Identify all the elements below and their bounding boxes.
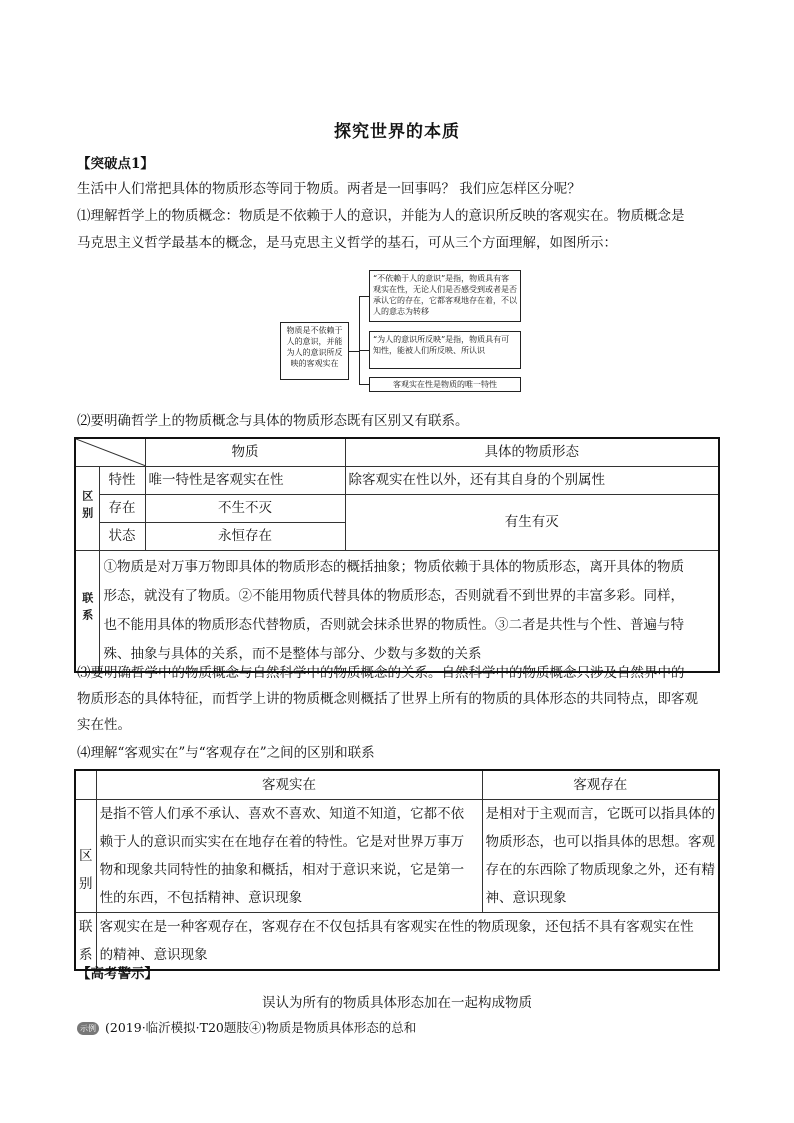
diagram-connector bbox=[359, 296, 369, 297]
point2-text: ⑵要明确哲学上的物质概念与具体的物质形态既有区别又有联系。 bbox=[77, 413, 469, 429]
diagram-connector bbox=[349, 351, 359, 352]
desc-line: 存在的东西除了物质现象之外，还有精 bbox=[485, 862, 715, 878]
point1-line2: 马克思主义哲学最基本的概念，是马克思主义哲学的基石，可从三个方面理解，如图所示： bbox=[77, 235, 617, 251]
diff-label bbox=[75, 800, 96, 913]
exist-matter: 不生不灭 bbox=[145, 495, 345, 523]
exist-form: 有生有灭 bbox=[345, 495, 719, 551]
row-label-state: 状态 bbox=[99, 523, 145, 551]
diagram-connector bbox=[359, 350, 369, 351]
warning-label: 【高考警示】 bbox=[77, 966, 158, 982]
header-objective-reality: 客观实在 bbox=[96, 770, 482, 800]
link-char: 联 bbox=[79, 919, 93, 935]
example-text: (2019·临沂模拟·T20题肢④)物质是物质具体形态的总和 bbox=[105, 1020, 417, 1035]
link-content bbox=[99, 551, 719, 673]
row-label-trait: 特性 bbox=[99, 467, 145, 495]
example-badge: 示例 bbox=[77, 1022, 99, 1035]
table2-corner bbox=[75, 770, 96, 800]
diagram-box-knowability: “为人的意识所反映”是指，物质具有可知性，能被人们所反映、所认识 bbox=[369, 331, 521, 369]
diagram-left-box: 物质是不依赖于人的意识，并能为人的意识所反映的客观实在 bbox=[280, 322, 349, 380]
link-line: 的精神、意识现象 bbox=[99, 947, 208, 963]
header-matter: 物质 bbox=[145, 438, 345, 467]
reality-description bbox=[96, 800, 482, 913]
reality-vs-existence-table bbox=[74, 769, 720, 971]
diagram-connector bbox=[359, 296, 360, 385]
diagonal-line bbox=[76, 439, 146, 466]
header-concrete-form: 具体的物质形态 bbox=[345, 438, 719, 467]
diff-char: 区 bbox=[79, 848, 93, 864]
point3-line1: ⑶要明确哲学中的物质概念与自然科学中的物质概念的关系。自然科学中的物质概念只涉及自然界中的 bbox=[77, 665, 685, 681]
link-label bbox=[75, 913, 96, 971]
header-objective-existence: 客观存在 bbox=[482, 770, 719, 800]
diff-char: 别 bbox=[79, 876, 93, 892]
page-title: 探究世界的本质 bbox=[334, 122, 460, 142]
desc-line: 物质形态，也可以指具体的思想。客观 bbox=[485, 834, 715, 850]
diff-label bbox=[75, 467, 99, 551]
point1-line1: ⑴理解哲学上的物质概念：物质是不依赖于人的意识，并能为人的意识所反映的客观实在。物质概念是 bbox=[77, 208, 685, 224]
diagram-connector bbox=[359, 384, 369, 385]
existence-description bbox=[482, 800, 719, 913]
point3-line3: 实在性。 bbox=[77, 717, 131, 733]
warning-title: 误认为所有的物质具体形态加在一起构成物质 bbox=[262, 995, 532, 1011]
matter-vs-form-table bbox=[74, 437, 720, 673]
diagram-box-independence: “不依赖于人的意识”是指，物质具有客观实在性，无论人们是否感受到或者是否承认它的存在，它都客观地存在着，不以人的意志为转移 bbox=[369, 270, 521, 322]
desc-line: 神、意识现象 bbox=[485, 890, 567, 906]
desc-line: 是指不管人们承不承认、喜欢不喜欢、知道不知道，它都不依 bbox=[99, 806, 465, 822]
table-corner-cell bbox=[75, 438, 145, 467]
trait-matter: 唯一特性是客观实在性 bbox=[145, 467, 345, 495]
link-label-text: 联系 bbox=[80, 592, 94, 626]
state-matter: 永恒存在 bbox=[145, 523, 345, 551]
link-line: 客观实在是一种客观存在，客观存在不仅包括具有客观实在性的物质现象，还包括不具有客观实在性 bbox=[99, 919, 694, 935]
point3-line2: 物质形态的具体特征，而哲学上讲的物质概念则概括了世界上所有的物质的具体形态的共同特点，即客观 bbox=[77, 691, 698, 707]
trait-form: 除客观实在性以外，还有其自身的个别属性 bbox=[345, 467, 719, 495]
link-line: 形态，就没有了物质。②不能用物质代替具体的物质形态，否则就看不到世界的丰富多彩。同样， bbox=[103, 588, 684, 604]
intro-question: 生活中人们常把具体的物质形态等同于物质。两者是一回事吗？ 我们应怎样区分呢？ bbox=[77, 181, 581, 197]
link-label bbox=[75, 551, 99, 673]
link-line: 也不能用具体的物质形态代替物质，否则就会抹杀世界的物质性。③二者是共性与个性、普遍与特 bbox=[103, 617, 684, 633]
link-line: 殊、抽象与具体的关系，而不是整体与部分、少数与多数的关系 bbox=[103, 646, 482, 662]
section-label: 【突破点1】 bbox=[77, 156, 154, 172]
desc-line: 物和现象共同特性的抽象和概括，相对于意识来说，它是第一 bbox=[99, 862, 465, 878]
example-line bbox=[77, 1017, 416, 1039]
point4-text: ⑷理解“客观实在”与“客观存在”之间的区别和联系 bbox=[77, 745, 375, 761]
diff-label-text: 区别 bbox=[80, 489, 94, 524]
diagram-box-unique-trait: 客观实在性是物质的唯一特性 bbox=[369, 377, 521, 392]
link-description bbox=[96, 913, 719, 971]
desc-line: 是相对于主观而言，它既可以指具体的 bbox=[485, 806, 715, 822]
desc-line: 赖于人的意识而实实在在地存在着的特性。它是对世界万事万 bbox=[99, 834, 465, 850]
link-line: ①物质是对万事万物即具体的物质形态的概括抽象；物质依赖于具体的物质形态，离开具体的物质 bbox=[103, 559, 684, 575]
link-char: 系 bbox=[79, 947, 93, 963]
row-label-exist: 存在 bbox=[99, 495, 145, 523]
desc-line: 性的东西，不包括精神、意识现象 bbox=[99, 890, 303, 906]
